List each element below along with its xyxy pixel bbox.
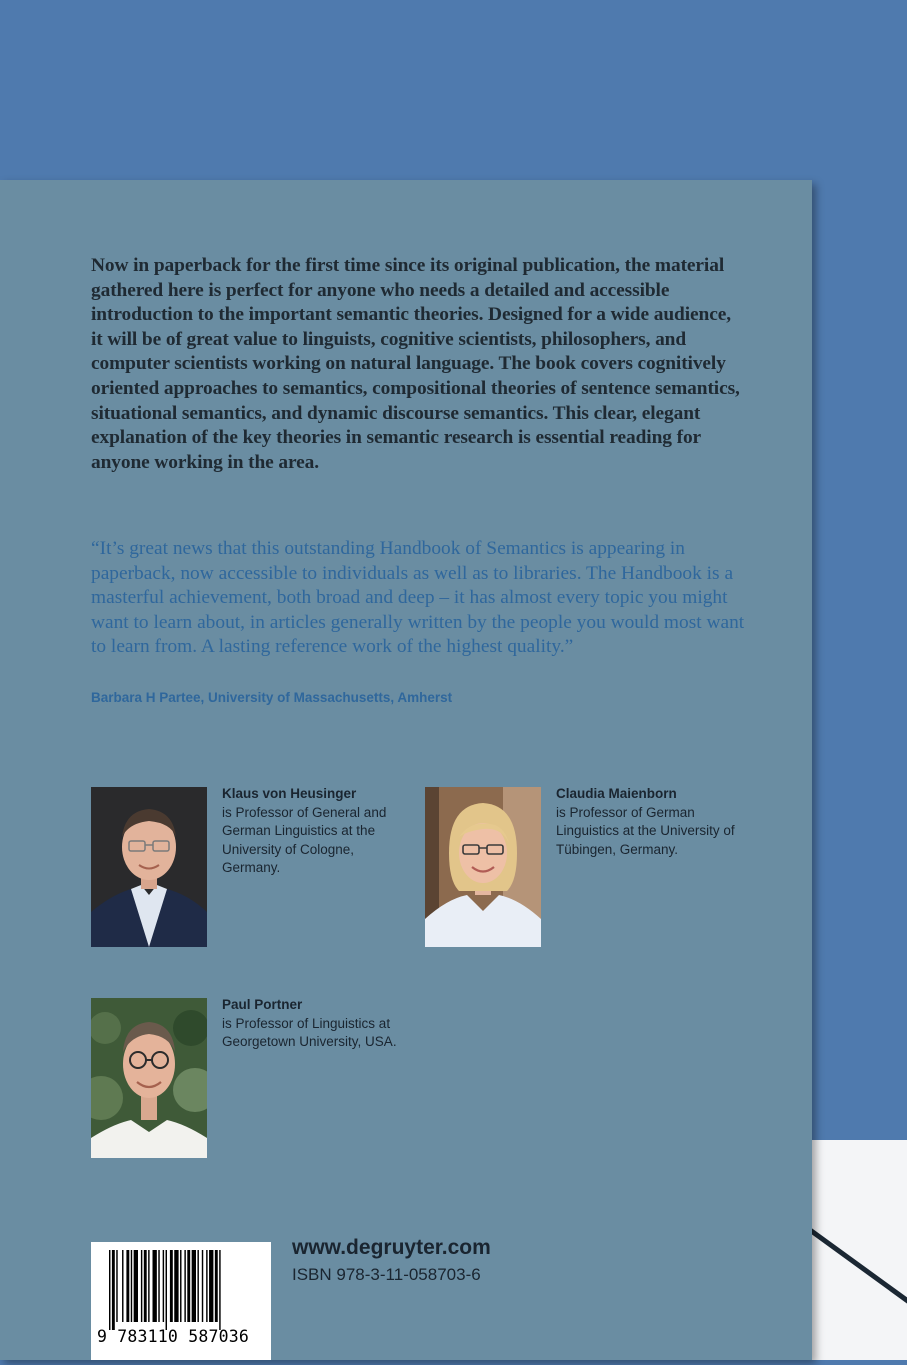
endorsement-attribution: Barbara H Partee, University of Massachusetts, Amherst bbox=[91, 690, 453, 705]
barcode-bar bbox=[170, 1250, 173, 1322]
author-bio: is Professor of Linguistics at Georgetown University, USA. bbox=[222, 1015, 397, 1049]
barcode-bar bbox=[144, 1250, 147, 1322]
author-photo bbox=[91, 998, 207, 1158]
barcode-bar bbox=[112, 1250, 115, 1330]
author-name: Claudia Maienborn bbox=[556, 786, 677, 801]
barcode-bar bbox=[116, 1250, 117, 1322]
barcode-bar bbox=[202, 1250, 203, 1322]
endorsement-quote: “It’s great news that this outstanding Handbook of Semantics is appearing in paperback, now accessible to individuals as well as to libraries. The Handbook is a masterful achievement, both broad and deep – it has almost every topic you might want to learn about, in articles generally written by the people you would most want to learn from. A lasting reference work of the highest quality.” bbox=[91, 538, 745, 658]
barcode-bar bbox=[163, 1250, 164, 1322]
barcode-bar bbox=[134, 1250, 138, 1322]
barcode-bar bbox=[174, 1250, 178, 1322]
author-name: Paul Portner bbox=[222, 997, 303, 1012]
barcode-bar bbox=[206, 1250, 207, 1322]
barcode-bar bbox=[131, 1250, 132, 1322]
barcode-bar bbox=[215, 1250, 218, 1322]
barcode-bar bbox=[166, 1250, 167, 1330]
barcode-bar bbox=[197, 1250, 198, 1322]
author-name: Klaus von Heusinger bbox=[222, 786, 357, 801]
barcode-bar bbox=[187, 1250, 190, 1322]
barcode-bar bbox=[153, 1250, 157, 1322]
barcode-bar bbox=[148, 1250, 149, 1322]
barcode-bar bbox=[158, 1250, 159, 1322]
author-photo bbox=[91, 787, 207, 947]
author-photo bbox=[425, 787, 541, 947]
barcode-bar bbox=[219, 1250, 220, 1330]
author-bio: is Professor of General and German Linguistics at the University of Cologne, Germany. bbox=[222, 804, 387, 875]
book-description: Now in paperback for the first time since its original publication, the material gathered here is perfect for anyone who needs a detailed and accessible introduction to the important semantic theories. Designed for a wide audience, it will be of great value to linguists, cognitive scientists, philosophers, and computer scientists working on natural language. The book covers cognitively oriented approaches to semantics, compositional theories of sentence semantics, situational semantics, and dynamic discourse semantics. This clear, elegant explanation of the key theories in semantic research is essential reading for anyone working in the area. bbox=[91, 255, 740, 473]
barcode-bar bbox=[209, 1250, 213, 1322]
barcode-bar bbox=[122, 1250, 123, 1322]
background-table-surface bbox=[812, 1140, 907, 1360]
barcode-bar bbox=[126, 1250, 129, 1322]
isbn-barcode bbox=[91, 1242, 271, 1360]
barcode-bar bbox=[109, 1250, 110, 1330]
barcode-bar bbox=[141, 1250, 142, 1322]
publisher-url[interactable]: www.degruyter.com bbox=[292, 1236, 491, 1259]
barcode-bar bbox=[180, 1250, 181, 1322]
barcode-bar bbox=[192, 1250, 196, 1322]
isbn-number: ISBN 978-3-11-058703-6 bbox=[292, 1265, 481, 1284]
barcode-bar bbox=[184, 1250, 185, 1322]
barcode-digits: 9 783110 587036 bbox=[97, 1327, 250, 1346]
author-bio: is Professor of German Linguistics at the University of Tübingen, Germany. bbox=[556, 804, 735, 857]
book-back-cover bbox=[0, 180, 812, 1360]
